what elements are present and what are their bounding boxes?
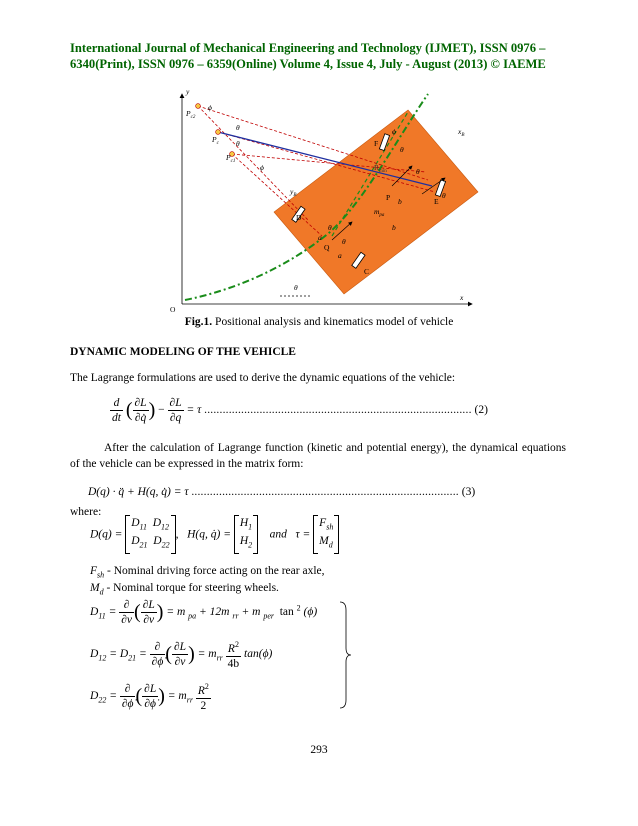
xb-label: $x_B$ — [458, 127, 465, 138]
page-number: 293 — [310, 744, 328, 756]
p-label: P — [386, 193, 391, 202]
definition-fsh: $F_{sh}$ - Nominal driving force acting on the rear axle, — [90, 565, 325, 580]
theta-label-5: θ — [442, 191, 446, 200]
paragraph-2: After the calculation of Lagrange function (kinetic and potential energy), the dynamical equations of the vehicle can be expressed in the matrix form: — [70, 442, 566, 470]
a-label-1: a — [318, 233, 322, 242]
origin-label: O — [170, 305, 176, 314]
definition-md: $M_d$ - Nominal torque for steering wheels. — [90, 582, 279, 597]
equation-d11: $D_{11}$ = $\frac{\partial}{\partial v}$ ( $\frac{\partial L}{\partial v}$ ) = m $_{pa}$ + 12m $_{rr}$ + m $_{per}$ tan $^2$ (ϕ) — [90, 599, 318, 626]
paragraph-1: The Lagrange formulations are used to derive the dynamic equations of the vehicle: — [70, 372, 456, 384]
caption-label: Fig.1. — [184, 316, 213, 328]
theta-label-6: θ — [328, 223, 332, 232]
theta-label-3: θ — [400, 145, 404, 154]
section-heading: DYNAMIC MODELING OF THE VEHICLE — [70, 346, 296, 358]
vehicle-kinematics-figure — [160, 82, 480, 314]
header-line-1: International Journal of Mechanical Engineering and Technology (IJMET), ISSN 0976 – — [70, 41, 546, 55]
theta-label-2: θ — [236, 139, 240, 148]
equation-2-number: (2) — [474, 404, 488, 417]
f-label: F — [374, 139, 379, 148]
c-label: C — [364, 267, 370, 276]
theta-label-4: θ — [416, 167, 420, 176]
figure-caption — [0, 316, 638, 328]
equation-3-number: (3) — [461, 486, 476, 498]
equation-3: D(q) · q̈ + H(q, q̇) = τ ....................................................................................... (3) — [88, 486, 476, 498]
x-axis-label: x — [460, 293, 464, 302]
b-label-1: b — [398, 197, 402, 206]
pc-label: $P_c$ — [212, 135, 219, 146]
yb-label: $y_B$ — [290, 187, 297, 198]
journal-header — [70, 40, 568, 72]
pc1-label: $P_{c1}$ — [226, 153, 236, 164]
a-label-2: a — [338, 251, 342, 260]
where-label: where: — [70, 506, 102, 518]
e-label: E — [434, 197, 439, 206]
rmin-label: $R_{min}$ — [374, 163, 387, 174]
caption-text: Positional analysis and kinematics model of vehicle — [212, 316, 454, 328]
phi-label-1: ϕ — [208, 103, 212, 112]
q-label: Q — [324, 243, 330, 252]
theta-label-8: θ — [294, 283, 298, 292]
header-line-2: 6340(Print), ISSN 0976 – 6359(Online) Volume 4, Issue 4, July - August (2013) © IAEME — [70, 57, 546, 71]
pc2-label: $P_{c2}$ — [186, 109, 196, 120]
phi-label-2: ϕ — [260, 163, 264, 172]
y-axis-label: y — [186, 87, 190, 96]
d-label: D — [296, 213, 302, 222]
vehicle-body — [274, 110, 478, 294]
equation-d12: $D_{12} = D_{21}$ = $\frac{\partial}{\partial\phi̇}$ ( $\frac{\partial L}{\partial v}$ ) = $m_{rr}$ $\frac{R^2}{4b}$ tan(ϕ) — [90, 640, 273, 670]
equation-2: $\frac{d}{dt}$ ( $\frac{\partial L}{\partial q̇}$ ) − $\frac{\partial L}{\partial q}$ = τ ....................................................................................... (2) — [112, 397, 488, 424]
phi-label-3: ϕ — [392, 127, 396, 136]
mpa-label: $m_{pa}$ — [374, 207, 385, 218]
b-label-2: b — [392, 223, 396, 232]
right-brace — [338, 600, 352, 710]
matrix-definitions: D(q) = $D_{11}$ $D_{12}$ $D_{21}$ $D_{22}$ , H(q, q̇) = $H_1$ $H_2$ and τ = $F_{sh}$ $M_d$ — [90, 515, 339, 554]
theta-label-1: θ — [236, 123, 240, 132]
theta-label-7: θ — [342, 237, 346, 246]
equation-d22: $D_{22}$ = $\frac{\partial}{\partial\phi̇}$ ( $\frac{\partial L}{\partial\phi̇}$ ) = $m_{rr}$ $\frac{R^2}{2}$ — [90, 682, 209, 712]
